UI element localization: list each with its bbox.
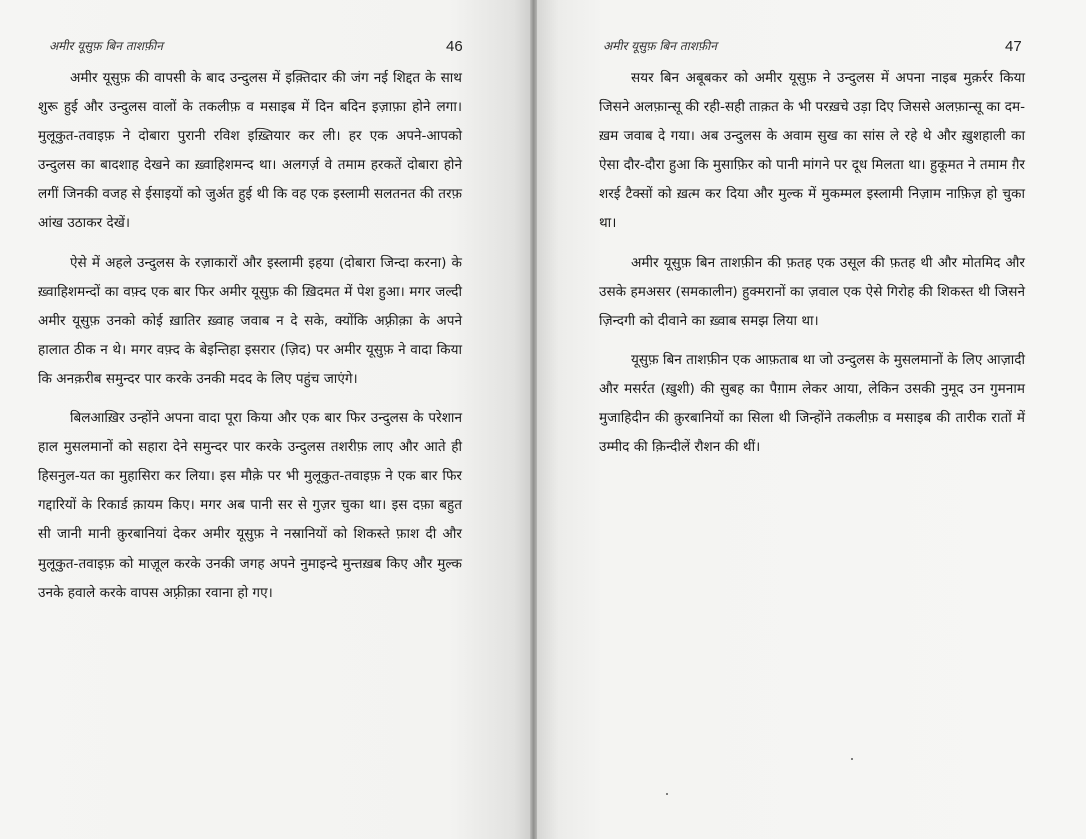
- page-number: 47: [1005, 38, 1022, 55]
- running-title: अमीर यूसुफ़ बिन ताशफ़ीन: [49, 39, 163, 53]
- paragraph: अमीर यूसुफ़ की वापसी के बाद उन्दुलस में इक़्तिदार की जंग नई शिद्दत के साथ शुरू हुई और उन्दुलस वालों के तकलीफ़ व मसाइब में दिन बदिन इज़ाफ़ा होने लगा। मुलूकुत-तवाइफ़ ने दोबारा पुरानी रविश इख़्तियार कर ली। हर एक अपने-आपको उन्दुलस का बादशाह देखने का ख़्वाहिशमन्द था। अलगर्ज़ वे तमाम हरकतें दोबारा होने लगीं जिनकी वजह से ईसाइयों को जुर्अत हुई थी कि वह एक इस्लामी सलतनत की तरफ़ आंख उठाकर देखें।: [38, 70, 462, 232]
- paper-speck: [851, 758, 853, 760]
- book-gutter: [530, 0, 537, 839]
- paragraph: सयर बिन अबूबकर को अमीर यूसुफ़ ने उन्दुलस में अपना नाइब मुक़र्रर किया जिसने अलफ़ान्सू की रही-सही ताक़त के भी परख़चे उड़ा दिए जिससे अलफ़ान्सू का दम-ख़म जवाब दे गया। अब उन्दुलस के अवाम सुख का सांस ले रहे थे और ख़ुशहाली का ऐसा दौर-दौरा हुआ कि मुसाफ़िर को पानी मांगने पर दूध मिलता था। हुकूमत ने तमाम ग़ैर शरई टैक्सों को ख़त्म कर दिया और मुल्क में मुकम्मल इस्लामी निज़ाम नाफ़िज़ हो चुका था।: [599, 70, 1025, 232]
- paragraph: ऐसे में अहले उन्दुलस के रज़ाकारों और इस्लामी इहया (दोबारा जिन्दा करना) के ख़्वाहिशमन्दों का वफ़्द एक बार फिर अमीर यूसुफ़ की ख़िदमत में पेश हुआ। मगर जल्दी अमीर यूसुफ़ उनको कोई ख़ातिर ख़्वाह जवाब न दे सके, क्योंकि अफ़्रीक़ा के अपने हालात ठीक न थे। मगर वफ़्द के बेइन्तिहा इसरार (ज़िद) पर अमीर यूसुफ़ ने वादा किया कि अनक़रीब समुन्दर पार करके उनकी मदद के लिए पहुंच जाएंगे।: [38, 254, 462, 387]
- body-text: [599, 64, 1025, 472]
- paragraph: अमीर यूसुफ़ बिन ताशफ़ीन की फ़तह एक उसूल की फ़तह थी और मोतमिद और उसके हमअसर (समकालीन) हुक्मरानों का ज़वाल एक ऐसे गिरोह की शिकस्त थी जिसने ज़िन्दगी को दीवाने का ख़्वाब समझ लिया था।: [599, 254, 1025, 329]
- right-page: [537, 0, 1086, 839]
- paper-speck: [666, 793, 668, 795]
- paragraph: यूसुफ़ बिन ताशफ़ीन एक आफ़ताब था जो उन्दुलस के मुसलमानों के लिए आज़ादी और मसर्रत (ख़ुशी) की सुबह का पैग़ाम लेकर आया, लेकिन उसकी नुमूद उन गुमनाम मुजाहिदीन की क़ुरबानियों का सिला थी जिन्होंने तकलीफ़ व मसाइब की तारीक रातों में उम्मीद की क़िन्दीलें रौशन की थीं।: [599, 351, 1025, 456]
- body-text: [38, 64, 462, 618]
- paragraph: बिलआख़िर उन्होंने अपना वादा पूरा किया और एक बार फिर उन्दुलस के परेशान हाल मुसलमानों को सहारा देने समुन्दर पार करके उन्दुलस तशरीफ़ लाए और आते ही हिसनुल-यत का मुहासिरा कर लिया। इस मौक़े पर भी मुलूकुत-तवाइफ़ ने एक बार फिर गद्दारियों के रिकार्ड क़ायम किए। मगर अब पानी सर से गुज़र चुका था। इस दफ़ा बहुत सी जानी मानी क़ुरबानियां देकर अमीर यूसुफ़ ने नस्रानियों को शिकस्ते फ़ाश दी और मुलूकुत-तवाइफ़ को माज़ूल करके उनकी जगह अपने नुमाइन्दे मुन्तख़ब किए और मुल्क उनके हवाले करके वापस अफ़्रीक़ा रवाना हो गए।: [38, 410, 462, 601]
- left-page: [0, 0, 530, 839]
- running-title: अमीर यूसुफ़ बिन ताशफ़ीन: [603, 39, 717, 53]
- page-number: 46: [446, 38, 463, 55]
